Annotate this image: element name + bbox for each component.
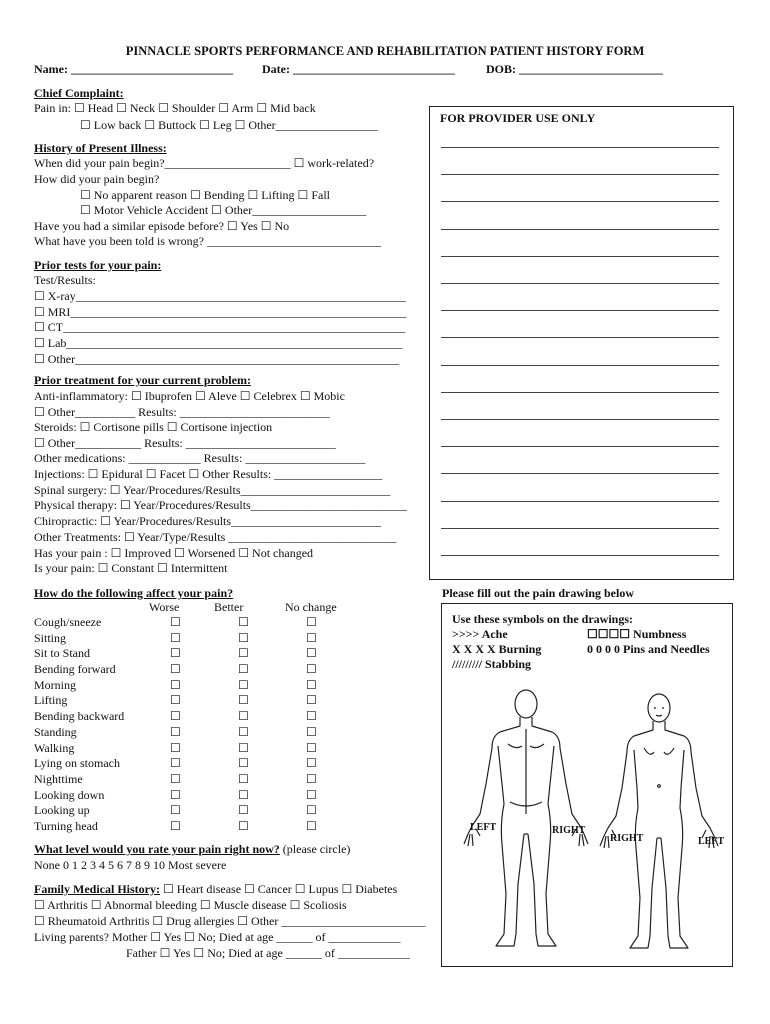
provider-note-line[interactable] (441, 501, 719, 502)
pain-effect-checkbox[interactable]: ☐ (170, 709, 181, 724)
pain-effect-checkbox[interactable]: ☐ (238, 771, 249, 786)
pain-effect-checkbox[interactable]: ☐ (238, 740, 249, 755)
form-title: PINNACLE SPORTS PERFORMANCE AND REHABILITATION PATIENT HISTORY FORM (125, 44, 645, 58)
other-treatments[interactable]: Other Treatments: ☐ Year/Type/Results ____________________________ (34, 530, 397, 544)
provider-use-box (429, 106, 734, 580)
pain-effect-checkbox[interactable]: ☐ (170, 803, 181, 818)
provider-note-line[interactable] (441, 555, 719, 556)
pain-effect-checkbox[interactable]: ☐ (170, 693, 181, 708)
pain-effect-checkbox[interactable]: ☐ (170, 771, 181, 786)
provider-note-line[interactable] (441, 419, 719, 420)
pain-effect-checkbox[interactable]: ☐ (170, 756, 181, 771)
test-ct[interactable]: ☐ CT_________________________________________________________ (34, 320, 406, 334)
pain-rating-heading: What level would you rate your pain right now? (34, 842, 280, 856)
family-history-options-1[interactable]: ☐ Heart disease ☐ Cancer ☐ Lupus ☐ Diabetes (159, 882, 398, 896)
pain-effect-checkbox[interactable]: ☐ (306, 693, 317, 708)
pain-effect-checkbox[interactable]: ☐ (238, 724, 249, 739)
activity-label: Standing (34, 724, 77, 739)
prior-tests-heading: Prior tests for your pain: (34, 258, 162, 272)
pain-effect-checkbox[interactable]: ☐ (170, 818, 181, 833)
provider-note-line[interactable] (441, 365, 719, 366)
affect-pain-heading: How do the following affect your pain? (34, 586, 234, 600)
back-view-body-outline[interactable] (456, 684, 596, 954)
test-lab[interactable]: ☐ Lab________________________________________________________ (34, 336, 403, 350)
test-xray[interactable]: ☐ X-ray_______________________________________________________ (34, 289, 406, 303)
column-better: Better (214, 600, 244, 614)
provider-note-line[interactable] (441, 446, 719, 447)
pain-progress-options[interactable]: Has your pain : ☐ Improved ☐ Worsened ☐ Not changed (34, 546, 314, 560)
front-left-label: LEFT (698, 836, 725, 847)
pain-effect-checkbox[interactable]: ☐ (306, 787, 317, 802)
pain-effect-checkbox[interactable]: ☐ (170, 646, 181, 661)
provider-note-line[interactable] (441, 201, 719, 202)
pain-effect-checkbox[interactable]: ☐ (306, 615, 317, 629)
similar-episode-question[interactable]: Have you had a similar episode before? ☐ Yes ☐ No (34, 219, 290, 233)
activity-label: Walking (34, 740, 75, 755)
diagnosis-question[interactable]: What have you been told is wrong? _____________________________ (34, 234, 381, 248)
provider-note-line[interactable] (441, 229, 719, 230)
activity-label: Sit to Stand (34, 646, 91, 661)
pain-pattern-options[interactable]: Is your pain: ☐ Constant ☐ Intermittent (34, 561, 228, 575)
column-no-change: No change (285, 600, 337, 614)
anti-inflammatory-options[interactable]: Anti-inflammatory: ☐ Ibuprofen ☐ Aleve ☐ Celebrex ☐ Mobic (34, 389, 345, 403)
pain-effect-checkbox[interactable]: ☐ (306, 803, 317, 818)
legend-ache: >>>> Ache (452, 627, 508, 641)
provider-note-line[interactable] (441, 337, 719, 338)
pain-cause-options-2[interactable]: ☐ Motor Vehicle Accident ☐ Other___________________ (80, 203, 367, 217)
pain-location-line-2[interactable]: ☐ Low back ☐ Buttock ☐ Leg ☐ Other_________________ (80, 118, 378, 132)
legend-title: Use these symbols on the drawings: (452, 612, 634, 626)
provider-note-line[interactable] (441, 174, 719, 175)
front-view-body-outline[interactable] (594, 688, 724, 954)
pain-effect-checkbox[interactable]: ☐ (238, 630, 249, 645)
pain-effect-checkbox[interactable]: ☐ (170, 724, 181, 739)
back-left-label: LEFT (470, 822, 497, 833)
provider-note-line[interactable] (441, 473, 719, 474)
chiropractic[interactable]: Chiropractic: ☐ Year/Procedures/Results_________________________ (34, 514, 382, 528)
pain-begin-when[interactable]: When did your pain begin?_____________________ ☐ work-related? (34, 156, 375, 170)
back-right-label: RIGHT (552, 825, 586, 836)
family-history-options-3[interactable]: ☐ Rheumatoid Arthritis ☐ Drug allergies ☐ Other ________________________ (34, 914, 426, 928)
provider-note-line[interactable] (441, 310, 719, 311)
activity-label: Lying on stomach (34, 756, 120, 771)
pain-effect-checkbox[interactable]: ☐ (170, 740, 181, 755)
no-change-checkbox-column (306, 615, 317, 835)
pain-begin-how-label: How did your pain begin? (34, 172, 160, 186)
worse-checkbox-column (170, 615, 181, 835)
steroids-options[interactable]: Steroids: ☐ Cortisone pills ☐ Cortisone injection (34, 420, 273, 434)
pain-effect-checkbox[interactable]: ☐ (170, 677, 181, 692)
pain-effect-checkbox[interactable]: ☐ (238, 709, 249, 724)
family-history-line-1[interactable] (34, 882, 397, 897)
activity-label: Bending forward (34, 662, 116, 677)
pain-rating-question (34, 842, 350, 857)
activity-label: Bending backward (34, 709, 125, 724)
physical-therapy[interactable]: Physical therapy: ☐ Year/Procedures/Results__________________________ (34, 498, 407, 512)
pain-effect-checkbox[interactable]: ☐ (238, 677, 249, 692)
activity-label: Nighttime (34, 771, 83, 786)
pain-effect-checkbox[interactable]: ☐ (306, 818, 317, 833)
living-mother[interactable]: Living parents? Mother ☐ Yes ☐ No; Died at age ______ of ____________ (34, 930, 401, 944)
provider-note-line[interactable] (441, 528, 719, 529)
pain-effect-checkbox[interactable]: ☐ (238, 646, 249, 661)
activity-label: Turning head (34, 818, 98, 833)
pain-effect-checkbox[interactable]: ☐ (306, 740, 317, 755)
steroids-other[interactable]: ☐ Other___________ Results: _________________________ (34, 436, 336, 450)
pain-rating-scale[interactable]: None 0 1 2 3 4 5 6 7 8 9 10 Most severe (34, 858, 227, 872)
front-right-label: RIGHT (610, 833, 644, 844)
pain-effect-checkbox[interactable]: ☐ (238, 756, 249, 771)
pain-effect-checkbox[interactable]: ☐ (238, 693, 249, 708)
pain-drawing-heading: Please fill out the pain drawing below (442, 586, 635, 600)
pain-effect-checkbox[interactable]: ☐ (306, 677, 317, 692)
pain-effect-checkbox[interactable]: ☐ (238, 615, 249, 629)
provider-note-line[interactable] (441, 283, 719, 284)
legend-numbness: ☐☐☐☐ Numbness (587, 627, 687, 641)
activity-label: Sitting (34, 630, 67, 645)
living-father[interactable]: Father ☐ Yes ☐ No; Died at age ______ of ____________ (126, 946, 410, 960)
prior-treatment-heading: Prior treatment for your current problem: (34, 373, 251, 387)
pain-effect-checkbox[interactable]: ☐ (238, 662, 249, 677)
pain-location-line-1[interactable]: Pain in: ☐ Head ☐ Neck ☐ Shoulder ☐ Arm ☐ Mid back (34, 101, 316, 115)
column-worse: Worse (149, 600, 180, 614)
family-history-heading: Family Medical History: (34, 882, 160, 896)
activity-label: Lifting (34, 693, 68, 708)
provider-use-heading: FOR PROVIDER USE ONLY (440, 111, 596, 125)
legend-pins-needles: 0 0 0 0 Pins and Needles (587, 642, 710, 656)
pain-effect-checkbox[interactable]: ☐ (170, 662, 181, 677)
activity-label: Looking up (34, 803, 90, 818)
pain-effect-checkbox[interactable]: ☐ (306, 756, 317, 771)
pain-effect-checkbox[interactable]: ☐ (238, 787, 249, 802)
legend-stabbing: ///////// Stabbing (452, 657, 532, 671)
test-other[interactable]: ☐ Other______________________________________________________ (34, 352, 400, 366)
activity-list (34, 615, 124, 835)
spinal-surgery[interactable]: Spinal surgery: ☐ Year/Procedures/Results_________________________ (34, 483, 391, 497)
other-medications[interactable]: Other medications: ____________ Results: ____________________ (34, 451, 366, 465)
provider-note-line[interactable] (441, 392, 719, 393)
activity-label: Morning (34, 677, 76, 692)
activity-label: Cough/sneeze (34, 615, 102, 629)
pain-rating-note: (please circle) (279, 842, 351, 856)
pain-effect-checkbox[interactable]: ☐ (306, 709, 317, 724)
pain-effect-checkbox[interactable]: ☐ (170, 615, 181, 629)
pain-drawing-box[interactable] (441, 603, 733, 967)
pain-effect-checkbox[interactable]: ☐ (306, 724, 317, 739)
pain-effect-checkbox[interactable]: ☐ (306, 646, 317, 661)
test-mri[interactable]: ☐ MRI________________________________________________________ (34, 305, 407, 319)
anti-inflammatory-other[interactable]: ☐ Other__________ Results: _________________________ (34, 405, 330, 419)
injections-options[interactable]: Injections: ☐ Epidural ☐ Facet ☐ Other Results: __________________ (34, 467, 383, 481)
chief-complaint-heading: Chief Complaint: (34, 86, 124, 100)
pain-effect-checkbox[interactable]: ☐ (238, 818, 249, 833)
legend-burning: X X X X Burning (452, 642, 542, 656)
dob-field[interactable]: DOB: ________________________ (486, 62, 663, 76)
pain-effect-checkbox[interactable]: ☐ (170, 630, 181, 645)
pain-effect-checkbox[interactable]: ☐ (306, 630, 317, 645)
provider-note-line[interactable] (441, 147, 719, 148)
pain-effect-checkbox[interactable]: ☐ (306, 662, 317, 677)
family-history-options-2[interactable]: ☐ Arthritis ☐ Abnormal bleeding ☐ Muscle disease ☐ Scoliosis (34, 898, 347, 912)
name-field[interactable]: Name: ___________________________ (34, 62, 233, 76)
activity-label: Looking down (34, 787, 105, 802)
pain-cause-options-1[interactable]: ☐ No apparent reason ☐ Bending ☐ Lifting ☐ Fall (80, 188, 330, 202)
test-results-label: Test/Results: (34, 273, 96, 287)
better-checkbox-column (238, 615, 249, 835)
provider-note-line[interactable] (441, 256, 719, 257)
hpi-heading: History of Present Illness: (34, 141, 167, 155)
pain-effect-checkbox[interactable]: ☐ (170, 787, 181, 802)
date-field[interactable]: Date: ___________________________ (262, 62, 455, 76)
pain-effect-checkbox[interactable]: ☐ (306, 771, 317, 786)
pain-effect-checkbox[interactable]: ☐ (238, 803, 249, 818)
